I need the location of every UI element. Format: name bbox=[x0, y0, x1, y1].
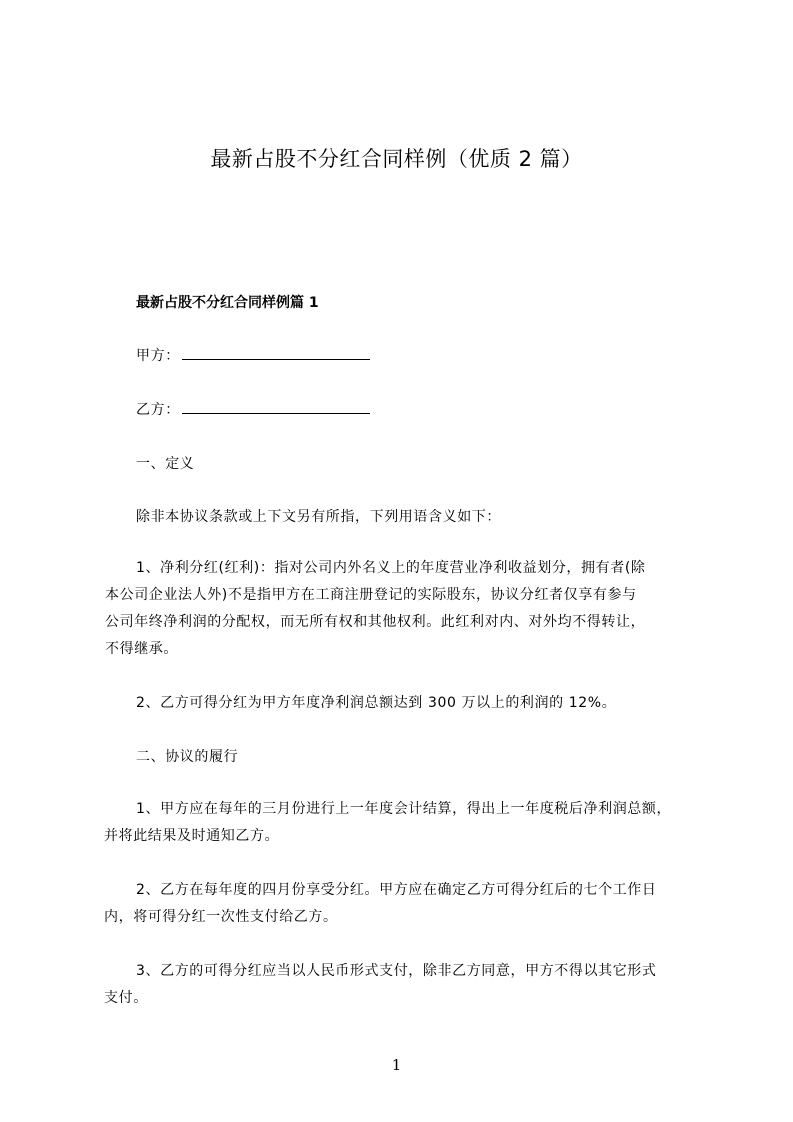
item-1-line-2: 并将此结果及时通知乙方。 bbox=[104, 828, 280, 844]
party-b-line bbox=[136, 399, 370, 419]
item-2-line-2: 内，将可得分红一次性支付给乙方。 bbox=[104, 909, 338, 925]
party-a-line bbox=[136, 345, 370, 365]
definition-1-line-1: 1、净利分红(红利)：指对公司内外名义上的年度营业净利收益划分，拥有者(除 bbox=[136, 560, 646, 576]
definition-1-line-3: 公司年终净利润的分配权，而无所有权和其他权利。此红利对内、对外均不得转让， bbox=[105, 614, 646, 630]
part2-heading: 二、协议的履行 bbox=[136, 749, 239, 765]
item-3-line-1: 3、乙方的可得分红应当以人民币形式支付，除非乙方同意，甲方不得以其它形式 bbox=[136, 963, 657, 979]
party-b-blank bbox=[182, 401, 370, 414]
page-number: 1 bbox=[391, 1056, 402, 1074]
item-2-line-1: 2、乙方在每年度的四月份享受分红。甲方应在确定乙方可得分红后的七个工作日 bbox=[136, 882, 657, 898]
item-1-line-1: 1、甲方应在每年的三月份进行上一年度会计结算，得出上一年度税后净利润总额， bbox=[136, 801, 672, 817]
document-title: 最新占股不分红合同样例（优质 2 篇） bbox=[210, 147, 583, 171]
intro-paragraph: 除非本协议条款或上下文另有所指，下列用语含义如下： bbox=[136, 509, 501, 525]
definition-1-line-4: 不得继承。 bbox=[105, 641, 178, 657]
definition-1-line-2: 本公司企业法人外)不是指甲方在工商注册登记的实际股东，协议分红者仅享有参与 bbox=[105, 587, 637, 603]
part1-heading: 一、定义 bbox=[136, 456, 195, 472]
party-a-blank bbox=[182, 347, 370, 360]
item-3-line-2: 支付。 bbox=[104, 990, 148, 1006]
party-b-label: 乙方： bbox=[136, 402, 180, 418]
section-heading: 最新占股不分红合同样例篇 1 bbox=[136, 295, 319, 311]
party-a-label: 甲方： bbox=[136, 348, 180, 364]
definition-2: 2、乙方可得分红为甲方年度净利润总额达到 300 万以上的利润的 12%。 bbox=[136, 695, 617, 711]
